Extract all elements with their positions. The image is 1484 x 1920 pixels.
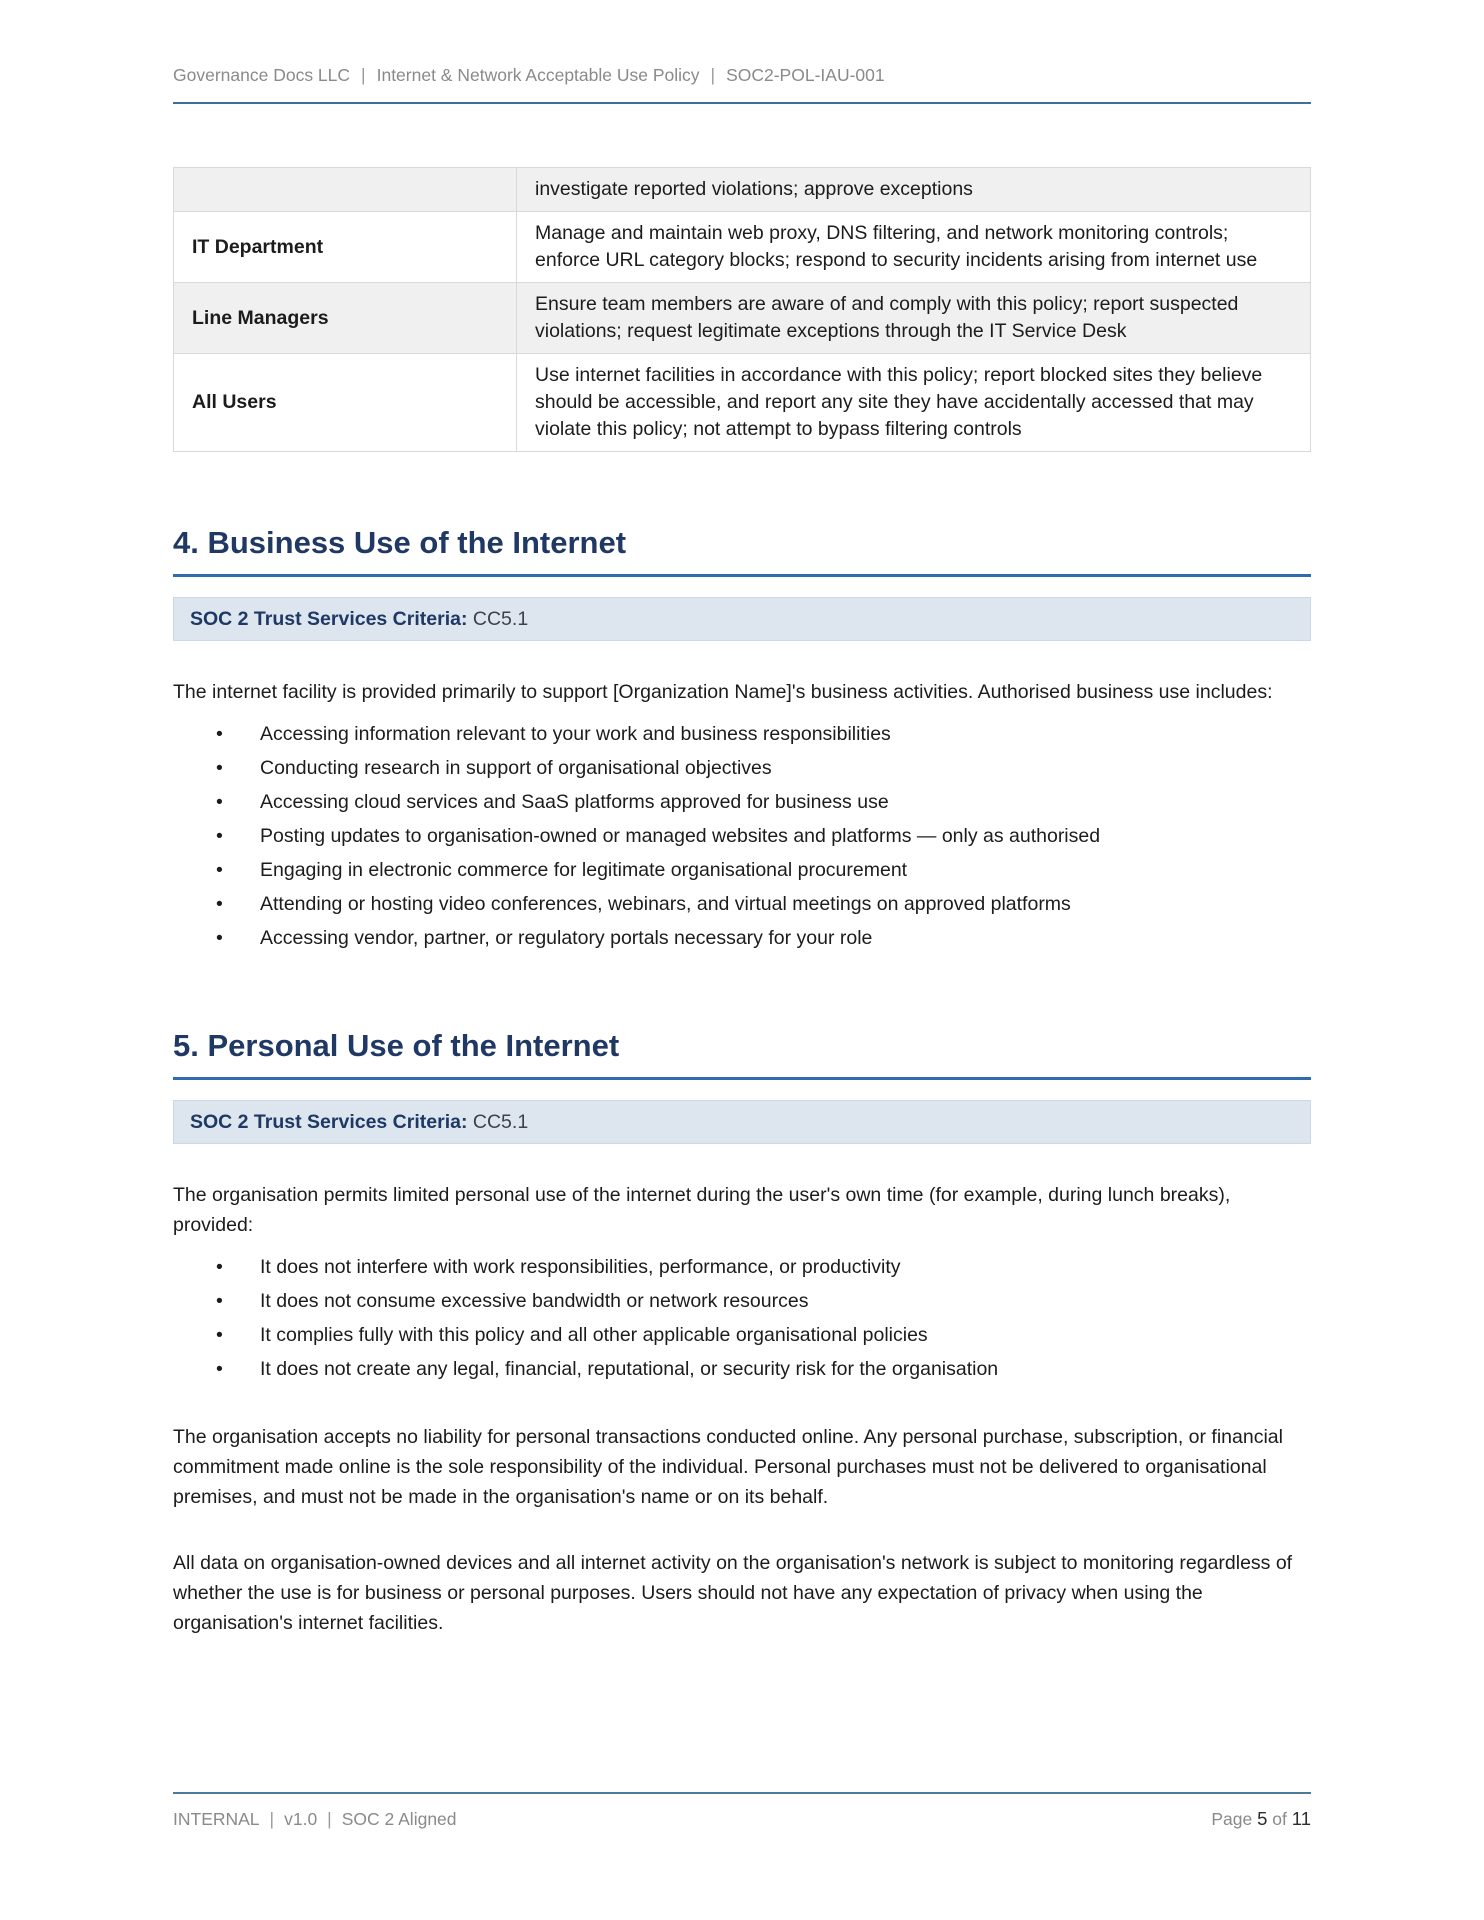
list-item: • Engaging in electronic commerce for legitimate organisational procurement	[260, 853, 1311, 887]
footer-separator: |	[269, 1809, 275, 1829]
soc-criteria-value: CC5.1	[472, 608, 529, 630]
section-5-paragraph: The organisation accepts no liability for personal transactions conducted online. Any personal purchase, subscription, or financial commitment made online is the sole responsibility of the individual. Personal purchases must not be delivered to organisational premises, and must not be made in the organisation's name or on its behalf.	[173, 1426, 1283, 1508]
role-cell: IT Department	[174, 212, 517, 283]
footer-left	[173, 1809, 457, 1830]
section-4-bullet-list	[173, 717, 1311, 955]
section-5-intro: The organisation permits limited personal use of the internet during the user's own time (for example, during lunch breaks), provided:	[173, 1184, 1231, 1236]
list-item: • It does not create any legal, financial, reputational, or security risk for the organisation	[260, 1352, 1311, 1386]
list-item: • Posting updates to organisation-owned or managed websites and platforms — only as authorised	[260, 819, 1311, 853]
table-row	[174, 283, 1311, 354]
roles-responsibilities-table	[173, 167, 1311, 452]
section-5-paragraph: All data on organisation-owned devices and all internet activity on the organisation's network is subject to monitoring regardless of whether the use is for business or personal purposes. Users should not have any expectation of privacy when using the organisation's internet facilities.	[173, 1552, 1293, 1634]
section-5-title: 5. Personal Use of the Internet	[173, 1027, 1311, 1080]
footer-page-label: Page	[1211, 1809, 1253, 1829]
responsibility-cell: Ensure team members are aware of and comply with this policy; report suspected violations; request legitimate exceptions through the IT Service Desk	[517, 283, 1311, 354]
list-item: • It does not consume excessive bandwidth or network resources	[260, 1284, 1311, 1318]
footer-version: v1.0	[284, 1809, 318, 1829]
header-separator: |	[361, 65, 366, 85]
role-cell: Line Managers	[174, 283, 517, 354]
list-item: • Attending or hosting video conferences, webinars, and virtual meetings on approved platforms	[260, 887, 1311, 921]
role-cell: All Users	[174, 354, 517, 452]
footer-alignment: SOC 2 Aligned	[341, 1809, 457, 1829]
header-doc-id: SOC2-POL-IAU-001	[726, 65, 885, 85]
soc-criteria-value: CC5.1	[472, 1111, 529, 1133]
footer-total-pages: 11	[1291, 1808, 1311, 1829]
responsibility-cell: Use internet facilities in accordance with this policy; report blocked sites they believe should be accessible, and report any site they have accidentally accessed that may violate this policy; not attempt to bypass filtering controls	[517, 354, 1311, 452]
role-cell	[174, 168, 517, 212]
page-footer	[173, 1792, 1311, 1830]
header-doc-title: Internet & Network Acceptable Use Policy	[376, 65, 700, 85]
list-item: • Accessing vendor, partner, or regulatory portals necessary for your role	[260, 921, 1311, 955]
page-header	[173, 64, 1311, 104]
responsibility-cell: Manage and maintain web proxy, DNS filtering, and network monitoring controls; enforce URL category blocks; respond to security incidents arising from internet use	[517, 212, 1311, 283]
footer-classification: INTERNAL	[173, 1809, 260, 1829]
table-row	[174, 212, 1311, 283]
responsibility-cell: investigate reported violations; approve exceptions	[517, 168, 1311, 212]
header-company: Governance Docs LLC	[173, 65, 351, 85]
header-separator: |	[710, 65, 716, 85]
soc-criteria-box	[173, 1100, 1311, 1144]
soc-criteria-label: SOC 2 Trust Services Criteria:	[190, 608, 468, 630]
footer-separator: |	[327, 1809, 332, 1829]
footer-page-indicator	[1211, 1808, 1311, 1830]
list-item: • Accessing cloud services and SaaS platforms approved for business use	[260, 785, 1311, 819]
section-4-title: 4. Business Use of the Internet	[173, 524, 1311, 577]
table-row	[174, 168, 1311, 212]
list-item: • It does not interfere with work responsibilities, performance, or productivity	[260, 1250, 1311, 1284]
footer-page-number: 5	[1257, 1808, 1268, 1829]
section-5-bullet-list	[173, 1250, 1311, 1386]
list-item: • It complies fully with this policy and all other applicable organisational policies	[260, 1318, 1311, 1352]
section-4-intro: The internet facility is provided primarily to support [Organization Name]'s business activities. Authorised business use includes:	[173, 681, 1273, 703]
list-item: • Conducting research in support of organisational objectives	[260, 751, 1311, 785]
list-item: • Accessing information relevant to your work and business responsibilities	[260, 717, 1311, 751]
soc-criteria-box	[173, 597, 1311, 641]
footer-of-label: of	[1272, 1809, 1287, 1829]
soc-criteria-label: SOC 2 Trust Services Criteria:	[190, 1111, 468, 1133]
table-row	[174, 354, 1311, 452]
